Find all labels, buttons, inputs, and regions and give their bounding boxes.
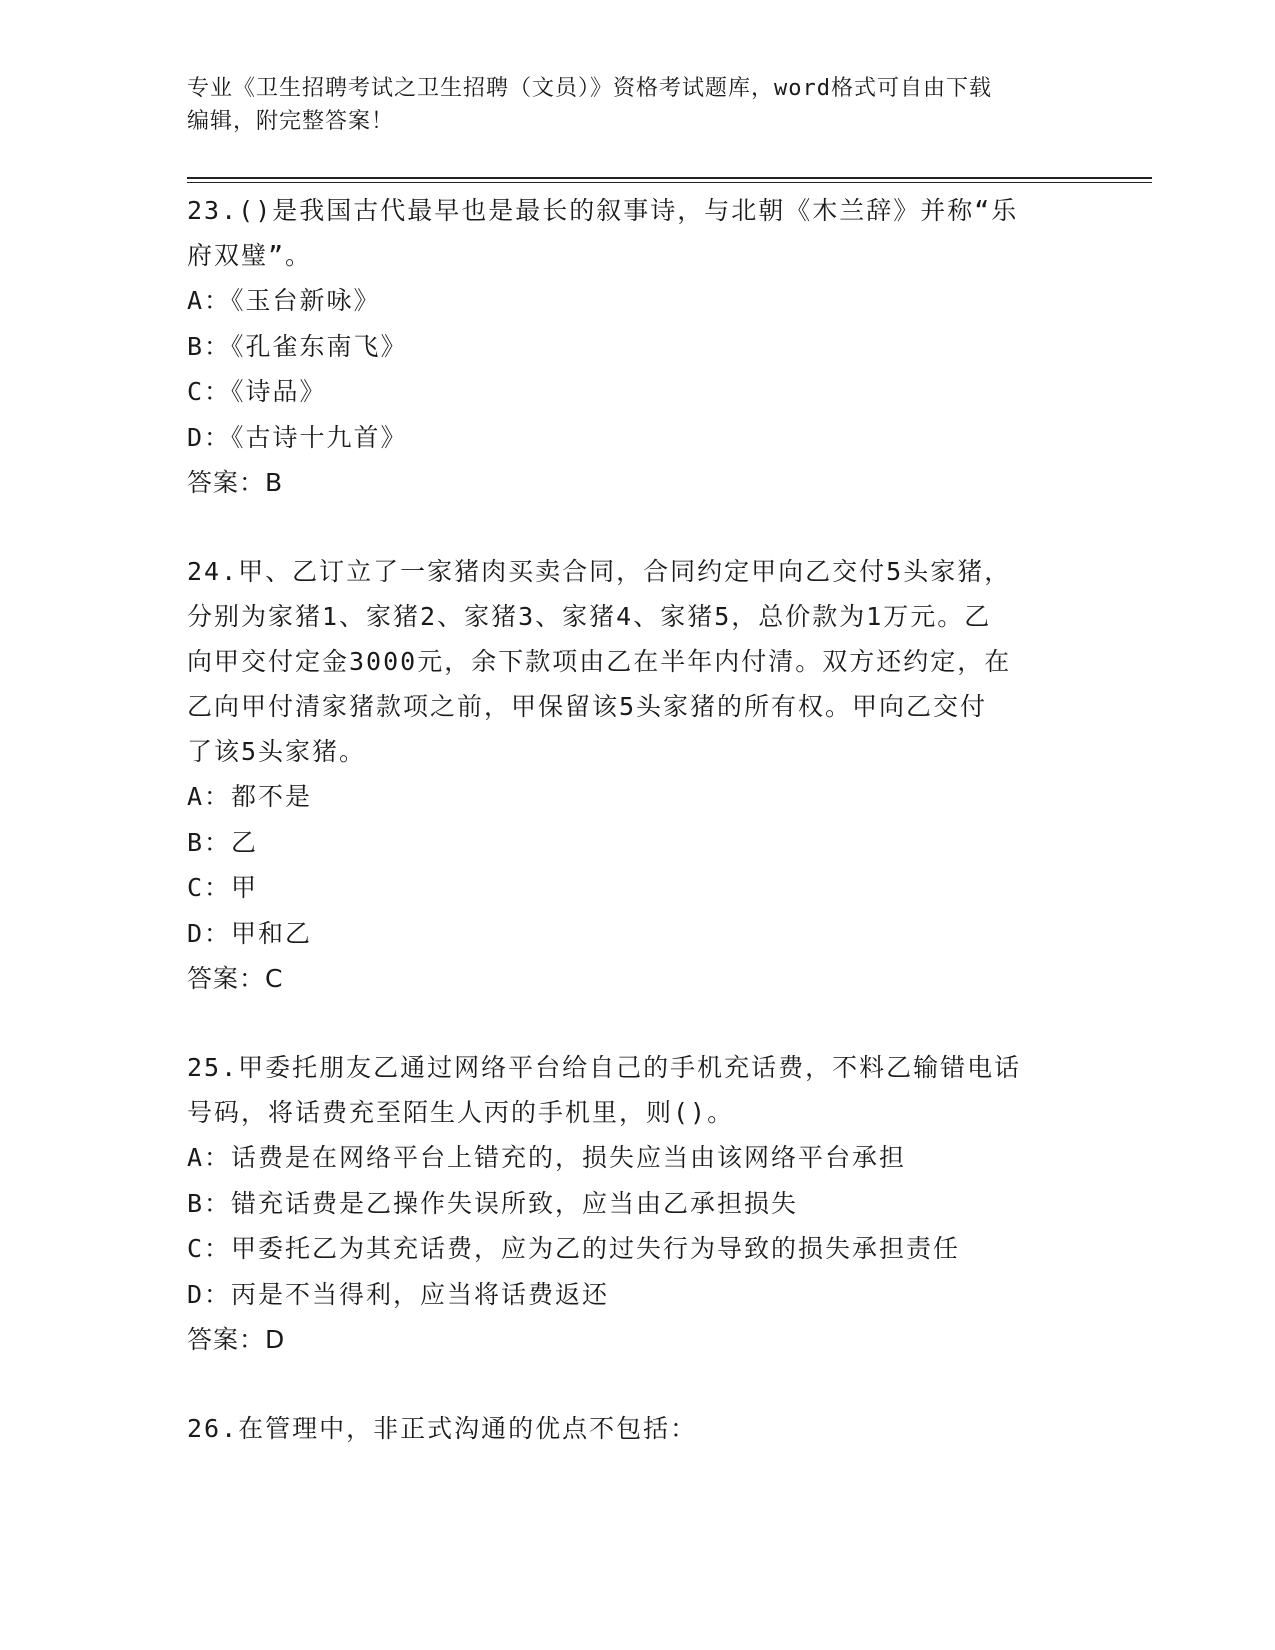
question-text-line: 号码，将话费充至陌生人丙的手机里，则()。 [187,1098,735,1127]
question-text-line: 26.在管理中，非正式沟通的优点不包括： [187,1414,698,1443]
question-text-line: 25.甲委托朋友乙通过网络平台给自己的手机充话费，不料乙输错电话 [187,1053,1022,1082]
answer: 答案：C [187,964,284,993]
question-text-line: 向甲交付定金3000元，余下款项由乙在半年内付清。双方还约定，在 [187,647,1012,676]
option-b: B：错充话费是乙操作失误所致，应当由乙承担损失 [187,1188,799,1218]
question-25 [187,1045,1087,1362]
option-b: B：《孔雀东南飞》 [187,331,408,361]
document-header [187,72,1067,138]
option-d: D：丙是不当得利，应当将话费返还 [187,1279,610,1309]
option-a: A：话费是在网络平台上错充的，损失应当由该网络平台承担 [187,1143,907,1172]
question-26 [187,1406,1087,1451]
answer: 答案：B [187,468,284,497]
option-d: D：甲和乙 [187,918,313,948]
question-text-line: 府双璧”。 [187,241,313,270]
question-text-line: 24.甲、乙订立了一家猪肉买卖合同，合同约定甲向乙交付5头家猪， [187,557,1012,586]
question-text-line: 23.()是我国古代最早也是最长的叙事诗，与北朝《木兰辞》并称“乐 [187,196,1019,225]
question-list [187,188,1087,1451]
question-text-line: 乙向甲付清家猪款项之前，甲保留该5头家猪的所有权。甲向乙交付 [187,692,988,721]
option-c: C：甲委托乙为其充话费，应为乙的过失行为导致的损失承担责任 [187,1234,961,1263]
header-line-1: 专业《卫生招聘考试之卫生招聘（文员）》资格考试题库，word格式可自由下载 [187,76,992,101]
option-a: A：都不是 [187,782,313,811]
header-rule-thick [187,177,1152,179]
question-text-line: 了该5头家猪。 [187,737,367,766]
option-b: B：乙 [187,827,259,857]
option-c: C：甲 [187,873,259,902]
option-a: A：《玉台新咏》 [187,286,381,315]
header-rule-thin [187,182,1152,183]
header-line-2: 编辑，附完整答案！ [187,109,395,134]
option-d: D：《古诗十九首》 [187,422,408,452]
answer: 答案：D [187,1325,286,1354]
question-23 [187,188,1087,505]
option-c: C：《诗品》 [187,377,327,406]
question-24 [187,549,1087,1001]
question-text-line: 分别为家猪1、家猪2、家猪3、家猪4、家猪5，总价款为1万元。乙 [187,602,992,631]
